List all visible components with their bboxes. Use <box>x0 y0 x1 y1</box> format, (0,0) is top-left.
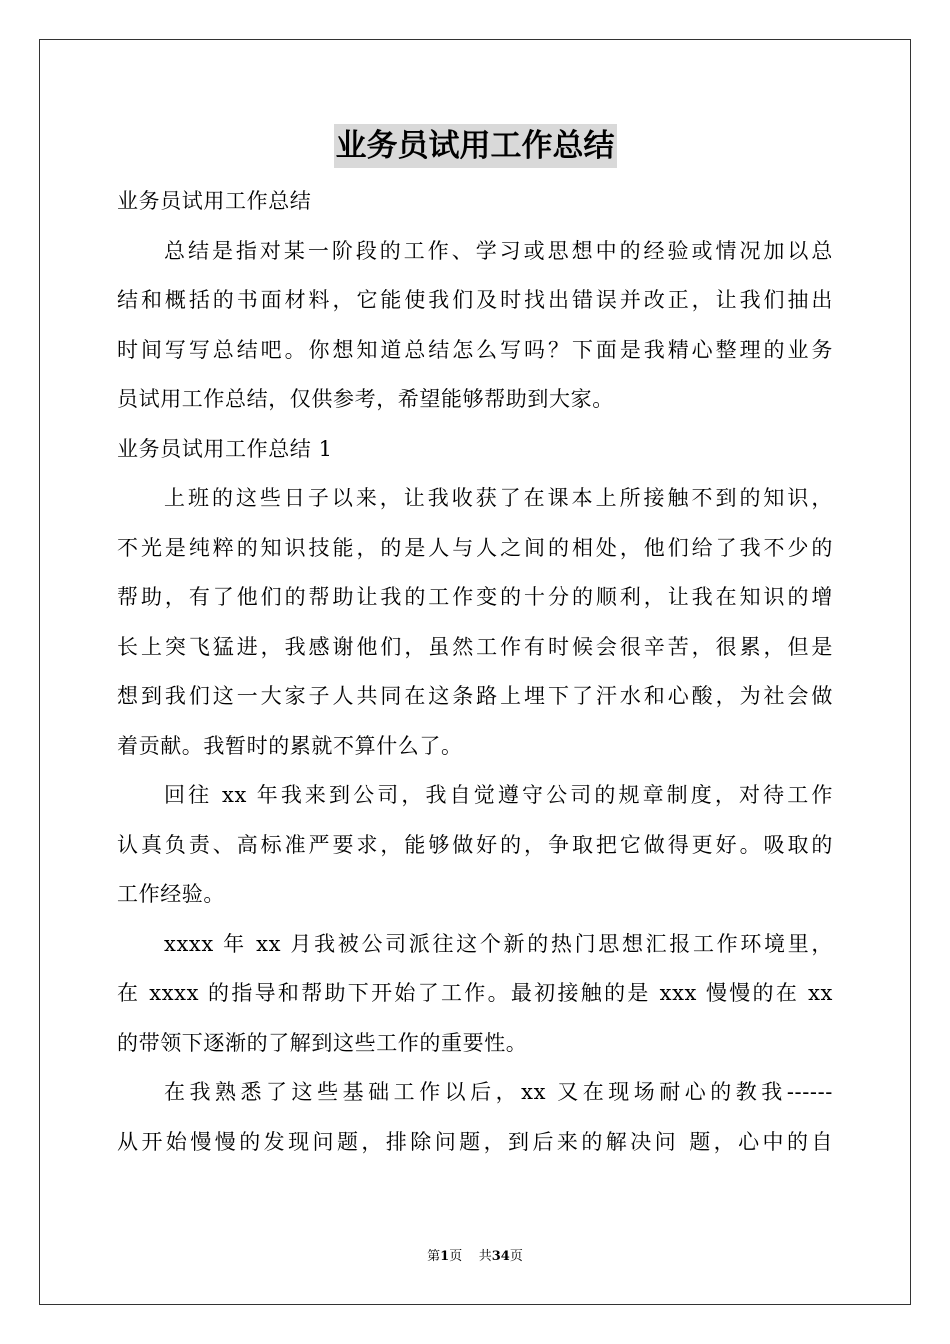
total-label-suffix: 页 <box>509 1249 523 1264</box>
text-line: 长上突飞猛进，我感谢他们，虽然工作有时候会很辛苦，很累，但是 <box>117 634 833 659</box>
document-title: 业务员试用工作总结 <box>334 124 617 168</box>
page-label-prefix: 第 <box>427 1249 441 1264</box>
text-line: 员试用工作总结，仅供参考，希望能够帮助到大家。 <box>117 387 614 411</box>
document-body <box>117 177 833 1167</box>
text-line: 的带领下逐渐的了解到这些工作的重要性。 <box>117 1030 528 1055</box>
total-pages: 34 <box>491 1249 510 1264</box>
page-label-suffix: 页 <box>449 1249 463 1264</box>
page-footer <box>0 1248 950 1266</box>
text-line: 从开始慢慢的发现问题，排除问题，到后来的解决问 题，心中的自 <box>117 1129 833 1154</box>
text-line: 时间写写总结吧。你想知道总结怎么写吗？下面是我精心整理的业务 <box>117 337 833 362</box>
text-line: 认真负责、高标准严要求，能够做好的，争取把它做得更好。吸取的 <box>117 832 833 857</box>
text-line: 上班的这些日子以来，让我收获了在课本上所接触不到的知识， <box>164 486 833 510</box>
text-line: 在 xxxx 的指导和帮助下开始了工作。最初接触的是 xxx 慢慢的在 xx <box>117 981 833 1005</box>
text-line: 不光是纯粹的知识技能，的是人与人之间的相处，他们给了我不少的 <box>117 535 833 560</box>
section-heading: 业务员试用工作总结 <box>117 189 312 213</box>
text-line: 总结是指对某一阶段的工作、学习或思想中的经验或情况加以总 <box>164 238 833 263</box>
section-heading: 业务员试用工作总结 1 <box>117 436 333 461</box>
text-line: 帮助，有了他们的帮助让我的工作变的十分的顺利，让我在知识的增 <box>117 585 833 609</box>
text-line: 在我熟悉了这些基础工作以后，xx 又在现场耐心的教我------ <box>164 1080 833 1104</box>
page-number: 1 <box>440 1249 450 1264</box>
text-line: 结和概括的书面材料，它能使我们及时找出错误并改正，让我们抽出 <box>117 288 833 312</box>
text-line: xxxx 年 xx 月我被公司派往这个新的热门思想汇报工作环境里， <box>164 931 833 956</box>
text-line: 着贡献。我暂时的累就不算什么了。 <box>117 733 463 758</box>
text-line: 回往 xx 年我来到公司，我自觉遵守公司的规章制度，对待工作 <box>164 783 833 807</box>
title-wrap <box>0 124 950 168</box>
text-line: 想到我们这一大家子人共同在这条路上埋下了汗水和心酸，为社会做 <box>117 684 833 708</box>
text-line: 工作经验。 <box>117 882 225 906</box>
total-label-prefix: 共 <box>478 1249 492 1264</box>
